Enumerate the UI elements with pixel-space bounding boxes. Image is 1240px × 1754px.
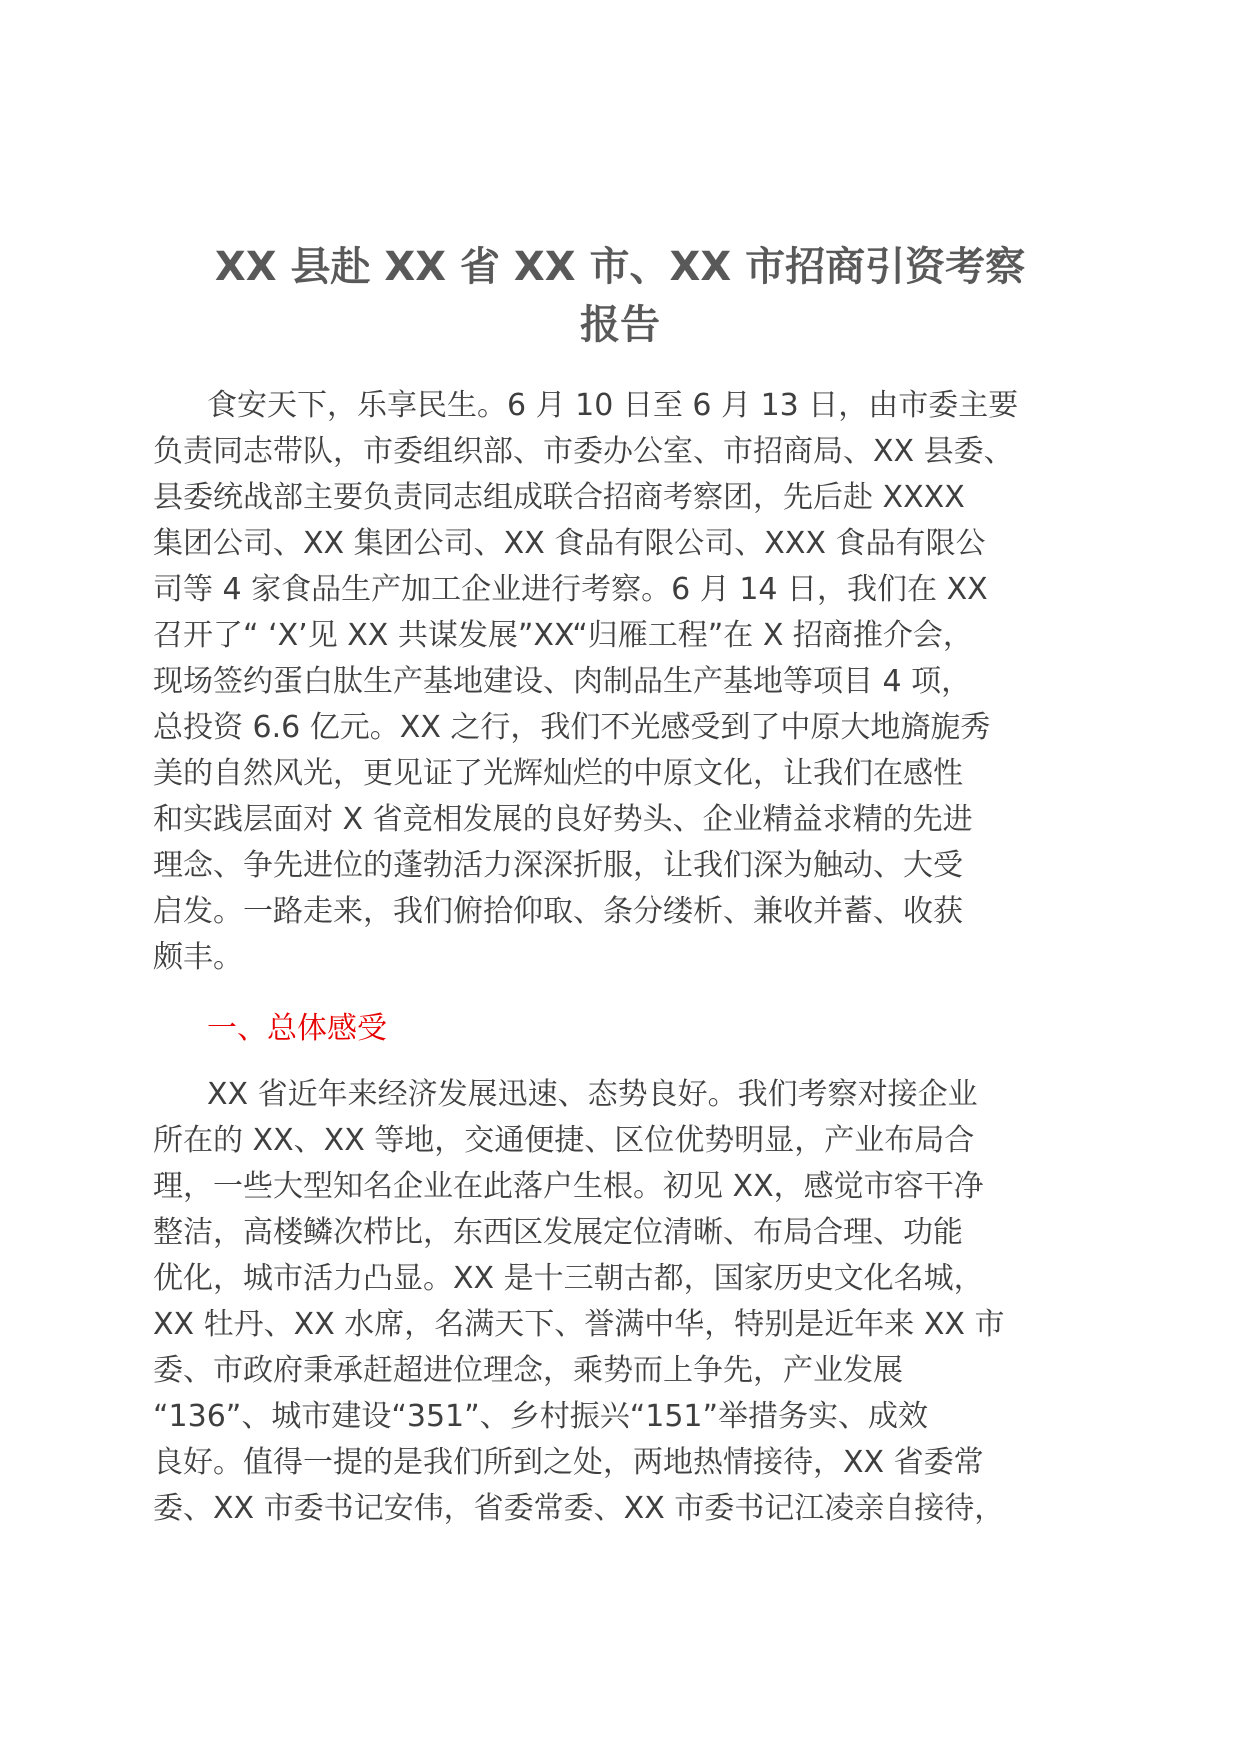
text-line: 美的自然风光，更见证了光辉灿烂的中原文化，让我们在感性 <box>153 756 963 791</box>
text-line: 集团公司、XX 集团公司、XX 食品有限公司、XXX 食品有限公 <box>153 526 986 561</box>
text-line: 优化，城市活力凸显。XX 是十三朝古都，国家历史文化名城， <box>153 1261 984 1296</box>
text-line: “136”、城市建设“351”、乡村振兴“151”举措务实、成效 <box>153 1399 929 1434</box>
intro-paragraph <box>153 383 1108 981</box>
text-line: 所在的 XX、XX 等地，交通便捷、区位优势明显，产业布局合 <box>153 1123 975 1158</box>
text-line: 整洁，高楼鳞次栉比，东西区发展定位清晰、布局合理、功能 <box>153 1215 963 1250</box>
text-line: 委、XX 市委书记安伟，省委常委、XX 市委书记江凌亲自接待， <box>153 1491 1005 1526</box>
text-line: 理，一些大型知名企业在此落户生根。初见 XX，感觉市容干净 <box>153 1169 984 1204</box>
text-line: XX 省近年来经济发展迅速、态势良好。我们考察对接企业 <box>207 1077 978 1112</box>
text-line: 委、市政府秉承赶超进位理念，乘势而上争先，产业发展 <box>153 1353 903 1388</box>
text-line: 司等 4 家食品生产加工企业进行考察。6 月 14 日，我们在 XX <box>153 572 988 607</box>
text-line: 县委统战部主要负责同志组成联合招商考察团，先后赴 XXXX <box>153 480 965 515</box>
text-line: 负责同志带队，市委组织部、市委办公室、市招商局、XX 县委、 <box>153 434 1014 469</box>
text-line: 良好。值得一提的是我们所到之处，两地热情接待，XX 省委常 <box>153 1445 984 1480</box>
title-line: 报告 <box>580 302 660 348</box>
text-line: 总投资 6.6 亿元。XX 之行，我们不光感受到了中原大地旖旎秀 <box>153 710 991 745</box>
title-line: XX 县赴 XX 省 XX 市、XX 市招商引资考察 <box>214 244 1026 290</box>
text-line: 启发。一路走来，我们俯拾仰取、条分缕析、兼收并蓄、收获 <box>153 894 963 929</box>
text-line: 理念、争先进位的蓬勃活力深深折服，让我们深为触动、大受 <box>153 848 963 883</box>
text-line: 现场签约蛋白肽生产基地建设、肉制品生产基地等项目 4 项， <box>153 664 972 699</box>
text-line: 食安天下，乐享民生。6 月 10 日至 6 月 13 日，由市委主要 <box>207 388 1019 423</box>
section-heading: 一、总体感受 <box>207 1011 387 1046</box>
text-line: 和实践层面对 X 省竞相发展的良好势头、企业精益求精的先进 <box>153 802 973 837</box>
section-paragraph <box>153 1072 1108 1532</box>
text-line: XX 牡丹、XX 水席，名满天下、誉满中华，特别是近年来 XX 市 <box>153 1307 1005 1342</box>
text-line: 颇丰。 <box>153 940 243 975</box>
document-title <box>140 238 1100 354</box>
text-line: 召开了“ ‘X’见 XX 共谋发展”XX“归雁工程”在 X 招商推介会， <box>153 618 973 653</box>
